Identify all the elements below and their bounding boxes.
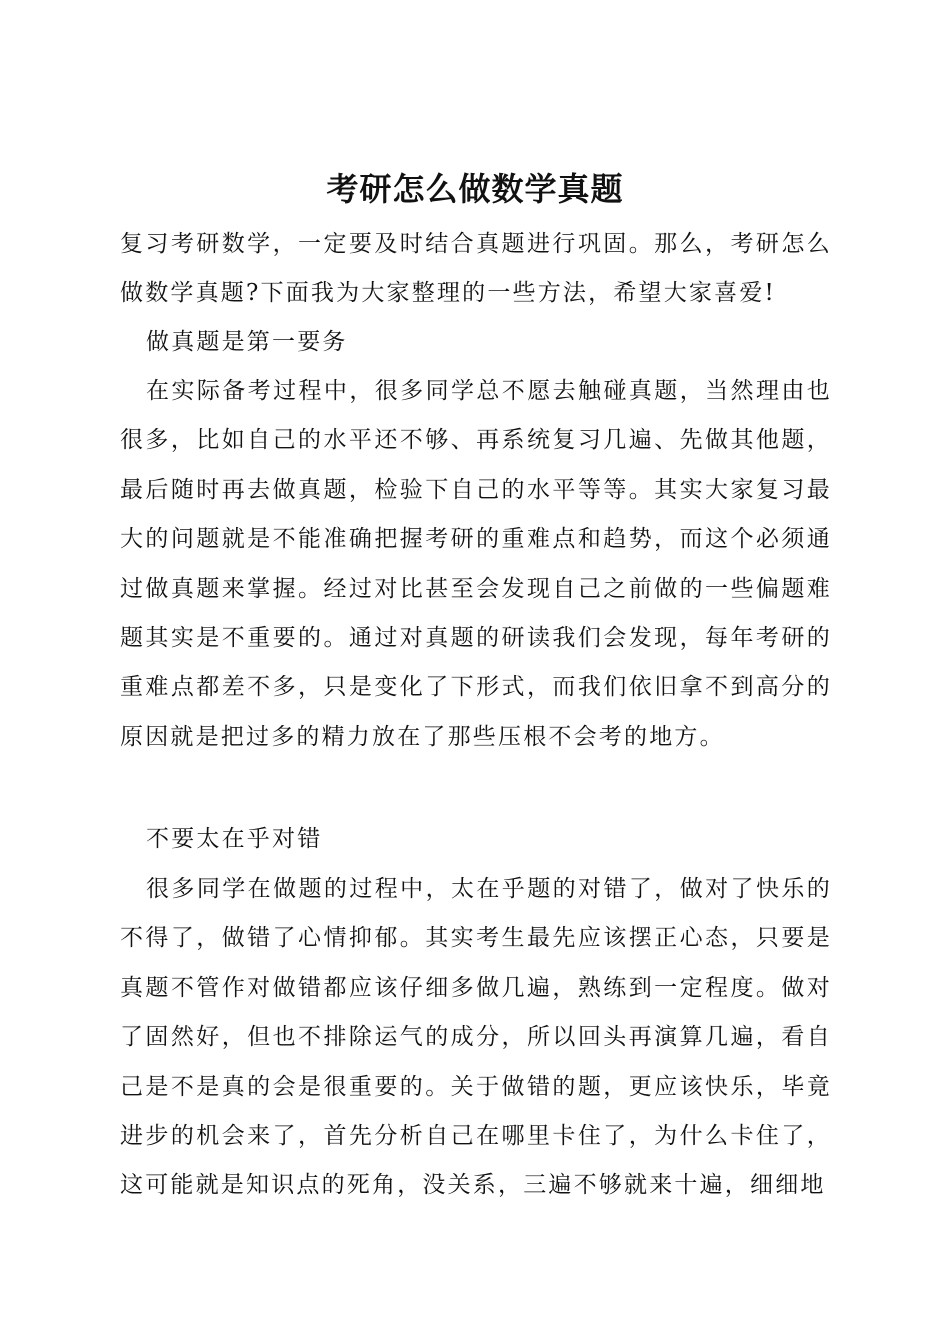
- document-title: 考研怎么做数学真题: [326, 170, 624, 209]
- section-heading-1: 做真题是第一要务: [146, 329, 348, 355]
- section-paragraph-1: 在实际备考过程中，很多同学总不愿去触碰真题，当然理由也很多，比如自己的水平还不够、再系统复习几遍、先做其他题，最后随时再去做真题，检验下自己的水平等等。其实大家复习最大的问题就是不能准确把握考研的重难点和趋势，而这个必须通过做真题来掌握。经过对比甚至会发现自己之前做的一些偏题难题其实是不重要的。通过对真题的研读我们会发现，每年考研的重难点都差不多，只是变化了下形式，而我们依旧拿不到高分的原因就是把过多的精力放在了那些压根不会考的地方。: [120, 378, 832, 750]
- section-paragraph-2: 很多同学在做题的过程中，太在乎题的对错了，做对了快乐的不得了，做错了心情抑郁。其实考生最先应该摆正心态，只要是真题不管作对做错都应该仔细多做几遍，熟练到一定程度。做对了固然好，但也不排除运气的成分，所以回头再演算几遍，看自己是不是真的会是很重要的。关于做错的题，更应该快乐，毕竟进步的机会来了，首先分析自己在哪里卡住了，为什么卡住了，这可能就是知识点的死角，没关系，三遍不够就来十遍，细细地: [120, 876, 832, 1199]
- section-heading-2: 不要太在乎对错: [146, 826, 323, 852]
- intro-paragraph: 复习考研数学，一定要及时结合真题进行巩固。那么，考研怎么做数学真题?下面我为大家整理的一些方法，希望大家喜爱!: [120, 231, 832, 307]
